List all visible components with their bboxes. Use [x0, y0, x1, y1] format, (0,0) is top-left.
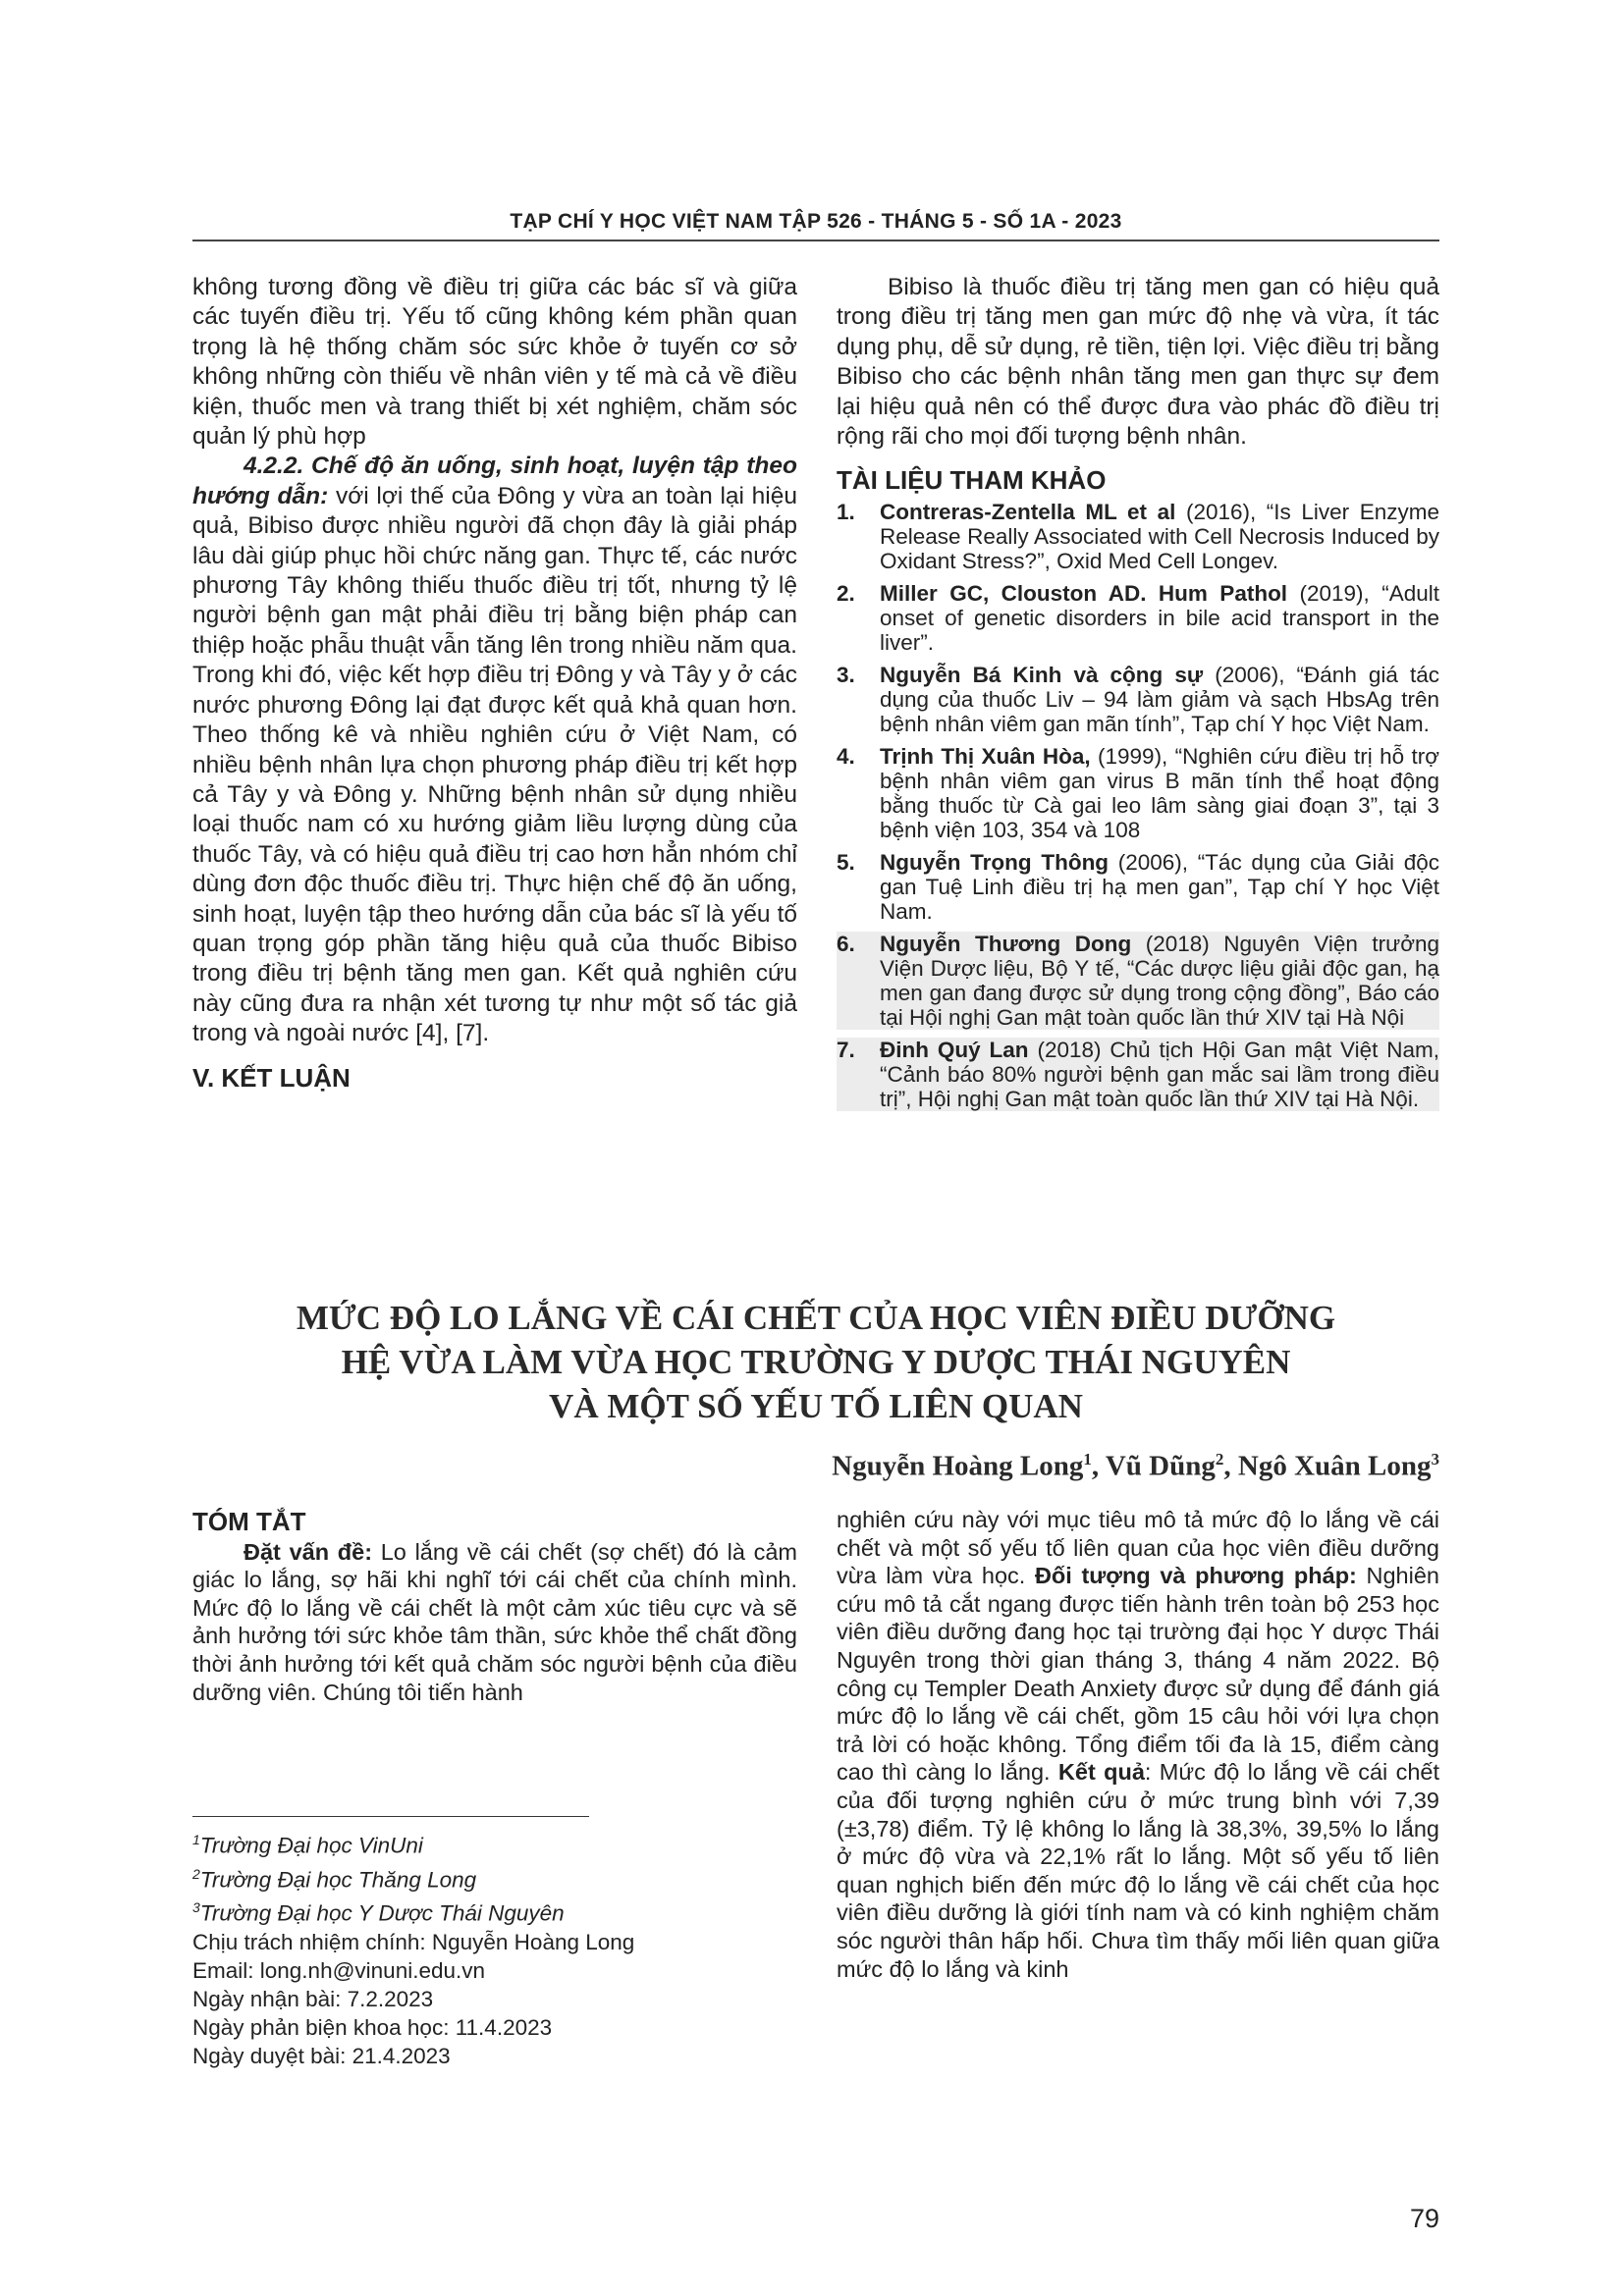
- reference-item: [837, 581, 1439, 655]
- abstract-label-methods: Đối tượng và phương pháp:: [1034, 1563, 1357, 1589]
- abstract-heading: TÓM TẮT: [192, 1507, 306, 1536]
- received-date: Ngày nhận bài: 7.2.2023: [192, 1986, 434, 2011]
- reference-number: 2.: [837, 580, 855, 606]
- reference-number: 4.: [837, 743, 855, 769]
- author-name: Ngô Xuân Long: [1237, 1450, 1432, 1482]
- corresponding-author: Chịu trách nhiệm chính: Nguyễn Hoàng Long: [192, 1929, 635, 1954]
- affiliation-2: [192, 1860, 634, 1895]
- reference-item: [837, 932, 1439, 1030]
- article-title-line: MỨC ĐỘ LO LẮNG VỀ CÁI CHẾT CỦA HỌC VIÊN ĐIỀU DƯỠNG: [296, 1299, 1336, 1337]
- reference-text: (2016), “Is Liver Enzyme Release Really Associated with Cell Necrosis Induced by Oxidant Stress?”, Oxid Med Cell Longev.: [880, 499, 1439, 573]
- reference-item: [837, 850, 1439, 924]
- reference-number: 5.: [837, 849, 855, 875]
- reference-text: (2006), “Tác dụng của Giải độc gan Tuệ Linh điều trị hạ men gan”, Tạp chí Y học Việt Nam.: [880, 849, 1439, 924]
- section-heading-conclusion: V. KẾT LUẬN: [192, 1062, 351, 1093]
- reference-author: Miller GC, Clouston AD. Hum Pathol: [880, 580, 1288, 606]
- journal-header: TẠP CHÍ Y HỌC VIỆT NAM TẬP 526 - THÁNG 5 - SỐ 1A - 2023: [510, 210, 1122, 233]
- reference-author: Contreras-Zentella ML et al: [880, 499, 1176, 524]
- abstract-label-results: Kết quả: [1057, 1759, 1145, 1786]
- reference-author: Nguyễn Bá Kinh và cộng sự: [880, 662, 1204, 687]
- affiliation-3: [192, 1894, 634, 1928]
- abstract-background: [192, 1538, 797, 1707]
- header-rule: [192, 240, 1439, 241]
- reference-number: 1.: [837, 499, 855, 524]
- paragraph-diet-lifestyle: [192, 452, 797, 1048]
- reference-number: 6.: [837, 931, 855, 956]
- reference-text: (2018) Nguyên Viện trưởng Viện Dược liệu, Bộ Y tế, “Các dược liệu giải độc gan, hạ men gan đang được sử dụng trong cộng đồng”, Báo cáo tại Hội nghị Gan mật toàn quốc lần thứ XIV tại Hà Nội: [880, 931, 1439, 1030]
- article-title-line: HỆ VỪA LÀM VỪA HỌC TRƯỜNG Y DƯỢC THÁI NGUYÊN: [341, 1343, 1291, 1381]
- reference-author: Nguyễn Trọng Thông: [880, 849, 1110, 875]
- article-title-line: VÀ MỘT SỐ YẾU TỐ LIÊN QUAN: [549, 1387, 1083, 1425]
- author-affiliation: 2: [1215, 1450, 1224, 1468]
- affiliation-text: Trường Đại học VinUni: [199, 1833, 423, 1858]
- references-heading: TÀI LIỆU THAM KHẢO: [837, 465, 1107, 496]
- author-separator: ,: [1223, 1450, 1238, 1482]
- reference-author: Nguyễn Thương Dong: [880, 931, 1132, 956]
- abstract-left: [192, 1508, 797, 1706]
- review-date: Ngày phản biện khoa học: 11.4.2023: [192, 2014, 553, 2040]
- subsection-heading-4-2-2: 4.2.2. Chế độ ăn uống, sinh hoạt, luyện tập theo hướng dẫn:: [192, 453, 797, 509]
- accepted-date: Ngày duyệt bài: 21.4.2023: [192, 2043, 451, 2068]
- abstract-background-text: Lo lắng về cái chết (sợ chết) đó là cảm giác lo lắng, sợ hãi khi nghĩ tới cái chết của chính mình. Mức độ lo lắng về cái chết là một cảm xúc tiêu cực và sẽ ảnh hưởng tới sức khỏe tâm thần, sức khỏe thể chất đồng thời ảnh hưởng tới kết quả chăm sóc người bệnh của điều dưỡng viên. Chúng tôi tiến hành: [192, 1538, 797, 1705]
- abstract-methods-text: Nghiên cứu mô tả cắt ngang được tiến hành trên toàn bộ 253 học viên điều dưỡng đang học tại trường đại học Y dược Thái Nguyên trong thời gian tháng 3, tháng 4 năm 2022. Bộ công cụ Templer Death Anxiety được sử dụng để đánh giá mức độ lo lắng về cái chết, gồm 15 câu hỏi với lựa chọn trả lời có hoặc không. Tổng điểm tối đa là 15, điểm càng cao thì càng lo lắng.: [837, 1563, 1439, 1786]
- reference-text: (2019), “Adult onset of genetic disorders in bile acid transport in the liver”.: [880, 580, 1440, 655]
- reference-number: 3.: [837, 662, 855, 687]
- article-authors: [832, 1450, 1439, 1483]
- affiliation-text: Trường Đại học Y Dược Thái Nguyên: [199, 1900, 565, 1926]
- article-title: [192, 1296, 1439, 1428]
- abstract-continued: [837, 1506, 1439, 1983]
- reference-author: Trịnh Thị Xuân Hòa,: [880, 743, 1091, 769]
- footnotes: [192, 1826, 634, 2070]
- author-name: Nguyễn Hoàng Long: [832, 1450, 1084, 1482]
- abstract-results-text: : Mức độ lo lắng về cái chết của đối tượng nghiên cứu ở mức trung bình với 7,39 (±3,78) điểm. Tỷ lệ không lo lắng là 38,3%, 39,5% lo lắng ở mức độ vừa và 22,1% rất lo lắng. Một số yếu tố liên quan nghịch biến đến mức độ lo lắng về cái chết của học viên điều dưỡng là giới tính nam và có kinh nghiệm chăm sóc người thân hấp hối. Chưa tìm thấy mối liên quan giữa mức độ lo lắng và kinh: [837, 1759, 1439, 1982]
- affiliation-number: 1: [192, 1832, 200, 1847]
- author-name: Vũ Dũng: [1105, 1450, 1216, 1482]
- email: Email: long.nh@vinuni.edu.vn: [192, 1957, 486, 1983]
- reference-item: [837, 663, 1439, 736]
- reference-author: Đinh Quý Lan: [880, 1037, 1029, 1062]
- reference-text: (1999), “Nghiên cứu điều trị hỗ trợ bệnh nhân viêm gan virus B mãn tính thể hoạt động bằng thuốc từ Cà gai leo lâm sàng giai đoạn 3”, tại 3 bệnh viện 103, 354 và 108: [880, 743, 1439, 842]
- abstract-right: [837, 1506, 1439, 1983]
- paragraph-treatment-consistency: không tương đồng về điều trị giữa các bác sĩ và giữa các tuyến điều trị. Yếu tố cũng không kém phần quan trọng là hệ thống chăm sóc sức khỏe ở tuyến cơ sở không những còn thiếu về nhân viên y tế mà cả về điều kiện, thuốc men và trang thiết bị xét nghiệm, chăm sóc quản lý phù hợp: [192, 274, 797, 451]
- affiliation-1: [192, 1826, 634, 1860]
- left-column: [192, 273, 797, 1093]
- affiliation-number: 3: [192, 1899, 200, 1915]
- author-separator: ,: [1091, 1450, 1106, 1482]
- author-affiliation: 1: [1083, 1450, 1092, 1468]
- reference-item: [837, 744, 1439, 842]
- reference-item: [837, 1038, 1439, 1111]
- affiliation-text: Trường Đại học Thăng Long: [199, 1867, 477, 1892]
- paragraph-diet-lifestyle-text: với lợi thế của Đông y vừa an toàn lại hiệu quả, Bibiso được nhiều người đã chọn đây là giải pháp lâu dài giúp phục hồi chức năng gan. Thực tế, các nước phương Tây không thiếu thuốc điều trị tốt, nhưng tỷ lệ người bệnh gan mật phải điều trị bằng biện pháp can thiệp hoặc phẫu thuật vẫn tăng lên trong nhiều năm qua. Trong khi đó, việc kết hợp điều trị Đông y và Tây y ở các nước phương Đông lại đạt được kết quả khả quan hơn. Theo thống kê và nhiều nghiên cứu ở Việt Nam, có nhiều bệnh nhân lựa chọn phương pháp điều trị kết hợp cả Tây y và Đông y. Những bệnh nhân sử dụng nhiều loại thuốc nam có xu hướng giảm liều lượng dùng của thuốc Tây, và có hiệu quả điều trị cao hơn hẳn nhóm chỉ dùng đơn độc thuốc điều trị. Thực hiện chế độ ăn uống, sinh hoạt, luyện tập theo hướng dẫn của bác sĩ là yếu tố quan trọng góp phần tăng hiệu quả của thuốc Bibiso trong điều trị bệnh tăng men gan. Kết quả nghiên cứu này cũng đưa ra nhận xét tương tự như một số tác giả trong và ngoài nước [4], [7].: [192, 482, 798, 1047]
- reference-number: 7.: [837, 1037, 855, 1062]
- footnote-rule: [192, 1816, 589, 1817]
- reference-text: (2018) Chủ tịch Hội Gan mật Việt Nam, “Cảnh báo 80% người bệnh gan mắc sai lầm trong điều trị”, Hội nghị Gan mật toàn quốc lần thứ XIV tại Hà Nội.: [880, 1037, 1439, 1111]
- abstract-label-background: Đặt vấn đề:: [244, 1538, 373, 1565]
- right-column: [837, 273, 1439, 1119]
- page-number: 79: [1409, 2204, 1439, 2233]
- reference-text: (2006), “Đánh giá tác dụng của thuốc Liv – 94 làm giảm và sạch HbsAg trên bệnh nhân viêm gan mãn tính”, Tạp chí Y học Việt Nam.: [880, 662, 1439, 736]
- references-list: [837, 500, 1439, 1111]
- author-affiliation: 3: [1431, 1450, 1439, 1468]
- affiliation-number: 2: [192, 1865, 200, 1882]
- reference-item: [837, 500, 1439, 573]
- abstract-cont-text: nghiên cứu này với mục tiêu mô tả mức độ lo lắng về cái chết và một số yếu tố liên quan của học viên điều dưỡng vừa làm vừa học.: [837, 1507, 1439, 1589]
- paragraph-conclusion: Bibiso là thuốc điều trị tăng men gan có hiệu quả trong điều trị tăng men gan mức độ nhẹ và vừa, ít tác dụng phụ, dễ sử dụng, rẻ tiền, tiện lợi. Việc điều trị bằng Bibiso cho các bệnh nhân tăng men gan thực sự đem lại hiệu quả nên có thể được đưa vào phác đồ điều trị rộng rãi cho mọi đối tượng bệnh nhân.: [837, 274, 1439, 451]
